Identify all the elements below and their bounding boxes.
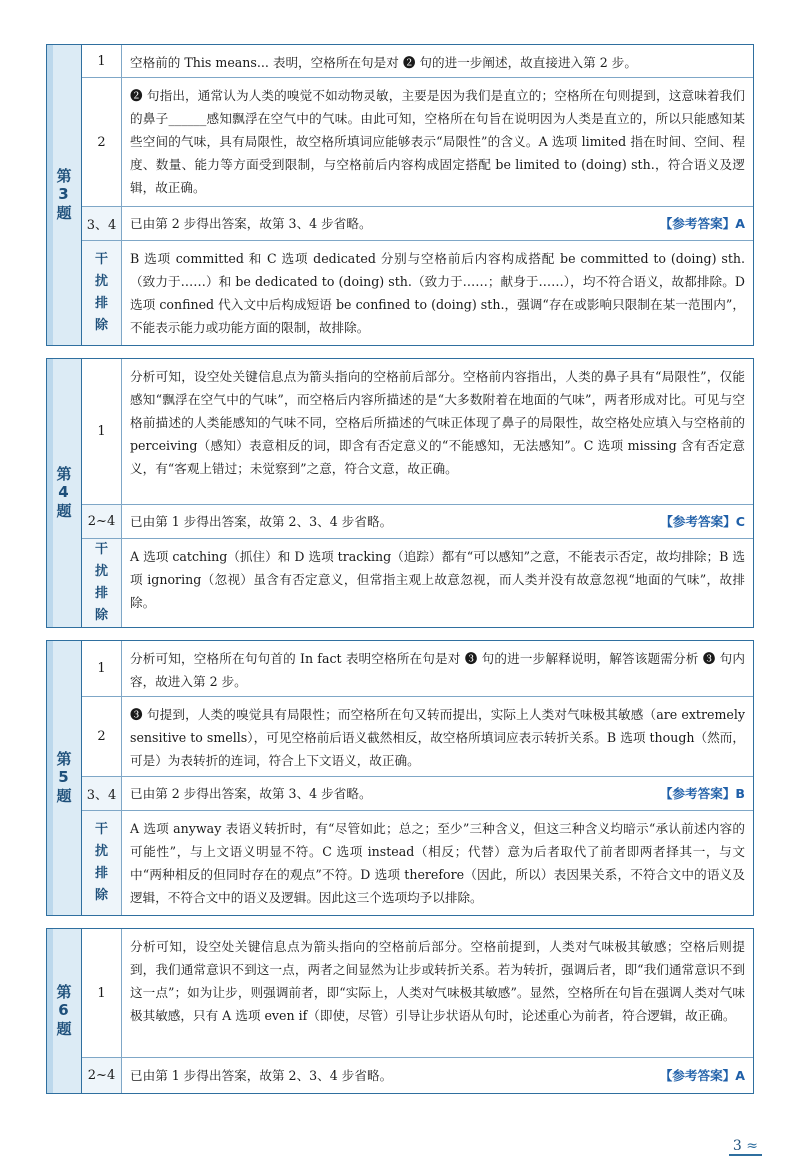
distractor-label: 干扰排除 — [82, 539, 122, 627]
question-4-block — [46, 358, 754, 628]
step-number: 2 — [82, 78, 122, 206]
step-number: 1 — [82, 359, 122, 504]
step-text: 分析可知，设空处关键信息点为箭头指向的空格前后部分。空格前提到，人类对气味极其敏感；空格后则提到，我们通常意识不到这一点，两者之间显然为让步或转折关系。若为转折，强调后者，即“我们通常意识不到这一点”；如为让步，则强调前者，即“实际上，人类对气味极其敏感”。显然，空格所在句旨在强调人类对气味极其敏感，只有 A 选项 even if（即使，尽管）引导让步状语从句时，论述重心为前者，符合逻辑，故正确。 — [130, 939, 745, 1023]
answer-row — [82, 505, 753, 539]
answer-row — [82, 777, 753, 811]
question-label — [47, 641, 82, 915]
step-number: 1 — [82, 929, 122, 1057]
step-text: 已由第 2 步得出答案，故第 3、4 步省略。 — [130, 216, 372, 231]
step-text: 空格前的 This means... 表明，空格所在句是对 ❷ 句的进一步阐述，故直接进入第 2 步。 — [130, 55, 637, 70]
distractor-row — [82, 241, 753, 345]
question-label-text: 第5题 — [54, 751, 73, 805]
step-row — [82, 359, 753, 505]
step-text: ❸ 句提到，人类的嗅觉具有局限性；而空格所在句又转而提出，实际上人类对气味极其敏感（are extremely sensitive to smells），可见空格前后语义截然相反，故空格所填词应表示转折关系。B 选项 though（然而，可是）为表转折的连词，符合上下文语义，故正确。 — [130, 707, 745, 768]
step-text: 分析可知，设空处关键信息点为箭头指向的空格前后部分。空格前内容指出，人类的鼻子具有“局限性”，仅能感知“飘浮在空气中的气味”，而空格后内容所描述的是“大多数附着在地面的气味”，两者形成对比。可见与空格前描述的人类能感知的气味不同，空格后所描述的气味正体现了鼻子的局限性，故空格处应填入与空格前的 perceiving（感知）表意相反的词，即含有否定意义的“不能感知，无法感知”。C 选项 missing 含有否定意义，有“客观上错过；未觉察到”之意，符合文意，故正确。 — [130, 369, 745, 476]
answer-row — [82, 1058, 753, 1093]
page-number-text: 3 — [732, 1138, 742, 1154]
page-number — [729, 1138, 762, 1156]
wave-icon: ≈ — [746, 1138, 758, 1154]
question-label-text: 第6题 — [54, 984, 73, 1038]
step-number: 1 — [82, 641, 122, 696]
step-number: 3、4 — [82, 207, 122, 240]
answer-badge: 【参考答案】B — [659, 786, 745, 801]
step-text: 分析可知，空格所在句句首的 In fact 表明空格所在句是对 ❸ 句的进一步解释说明，解答该题需分析 ❸ 句内容，故进入第 2 步。 — [130, 651, 745, 689]
step-number: 3、4 — [82, 777, 122, 810]
step-number: 2~4 — [82, 505, 122, 538]
step-text: 已由第 2 步得出答案，故第 3、4 步省略。 — [130, 786, 372, 801]
question-6-block — [46, 928, 754, 1094]
step-number: 1 — [82, 45, 122, 77]
step-text: 已由第 1 步得出答案，故第 2、3、4 步省略。 — [130, 1068, 393, 1083]
answer-row — [82, 207, 753, 241]
question-label — [47, 929, 82, 1093]
distractor-label: 干扰排除 — [82, 241, 122, 345]
answer-badge: 【参考答案】A — [659, 216, 745, 231]
answer-badge: 【参考答案】A — [659, 1068, 745, 1083]
step-row — [82, 45, 753, 78]
step-text: ❷ 句指出，通常认为人类的嗅觉不如动物灵敏，主要是因为我们是直立的；空格所在句则提到，这意味着我们的鼻子______感知飘浮在空气中的气味。由此可知，空格所在句旨在说明因为人类是直立的，所以只能感知某些空间的气味，具有局限性，故空格所填词应能够表示“局限性”的含义。A 选项 limited 指在时间、空间、程度、数量、能力等方面受到限制，与空格前后内容构成固定搭配 be limited to (doing) sth.，符合语义及逻辑，故正确。 — [130, 88, 745, 195]
question-label-text: 第3题 — [54, 168, 73, 222]
step-row — [82, 78, 753, 207]
step-text: 已由第 1 步得出答案，故第 2、3、4 步省略。 — [130, 514, 393, 529]
distractor-row — [82, 539, 753, 627]
question-label — [47, 359, 82, 627]
step-number: 2 — [82, 697, 122, 776]
step-row — [82, 929, 753, 1058]
question-label — [47, 45, 82, 345]
answer-badge: 【参考答案】C — [660, 514, 745, 529]
distractor-text: A 选项 anyway 表语义转折时，有“尽管如此；总之；至少”三种含义，但这三种含义均暗示“承认前述内容的可能性”，与上文语义明显不符。C 选项 instead（相反；代替）意为后者取代了前者即两者择其一，与文中“两种相反的但同时存在的观点”不符。D 选项 therefore（因此，所以）表因果关系，不符合文中的语义及逻辑，不符合文中的语义及逻辑。因此这三个选项均予以排除。 — [130, 821, 745, 905]
step-row — [82, 641, 753, 697]
question-3-block — [46, 44, 754, 346]
question-label-text: 第4题 — [54, 466, 73, 520]
step-row — [82, 697, 753, 777]
step-number: 2~4 — [82, 1058, 122, 1093]
distractor-text: A 选项 catching（抓住）和 D 选项 tracking（追踪）都有“可以感知”之意，不能表示否定，故均排除；B 选项 ignoring（忽视）虽含有否定意义，但常指主观上故意忽视，而人类并没有故意忽视“地面的气味”，故排除。 — [130, 549, 745, 610]
distractor-label: 干扰排除 — [82, 811, 122, 915]
distractor-text: B 选项 committed 和 C 选项 dedicated 分别与空格前后内容构成搭配 be committed to (doing) sth.（致力于……）和 be dedicated to (doing) sth.（致力于……；献身于……），均不符合语义，故都排除。D 选项 confined 代入文中后构成短语 be confined to (doing) sth.，强调“存在或影响只限制在某一范围内”，不能表示能力或功能方面的限制，故排除。 — [130, 251, 745, 335]
distractor-row — [82, 811, 753, 915]
question-5-block — [46, 640, 754, 916]
